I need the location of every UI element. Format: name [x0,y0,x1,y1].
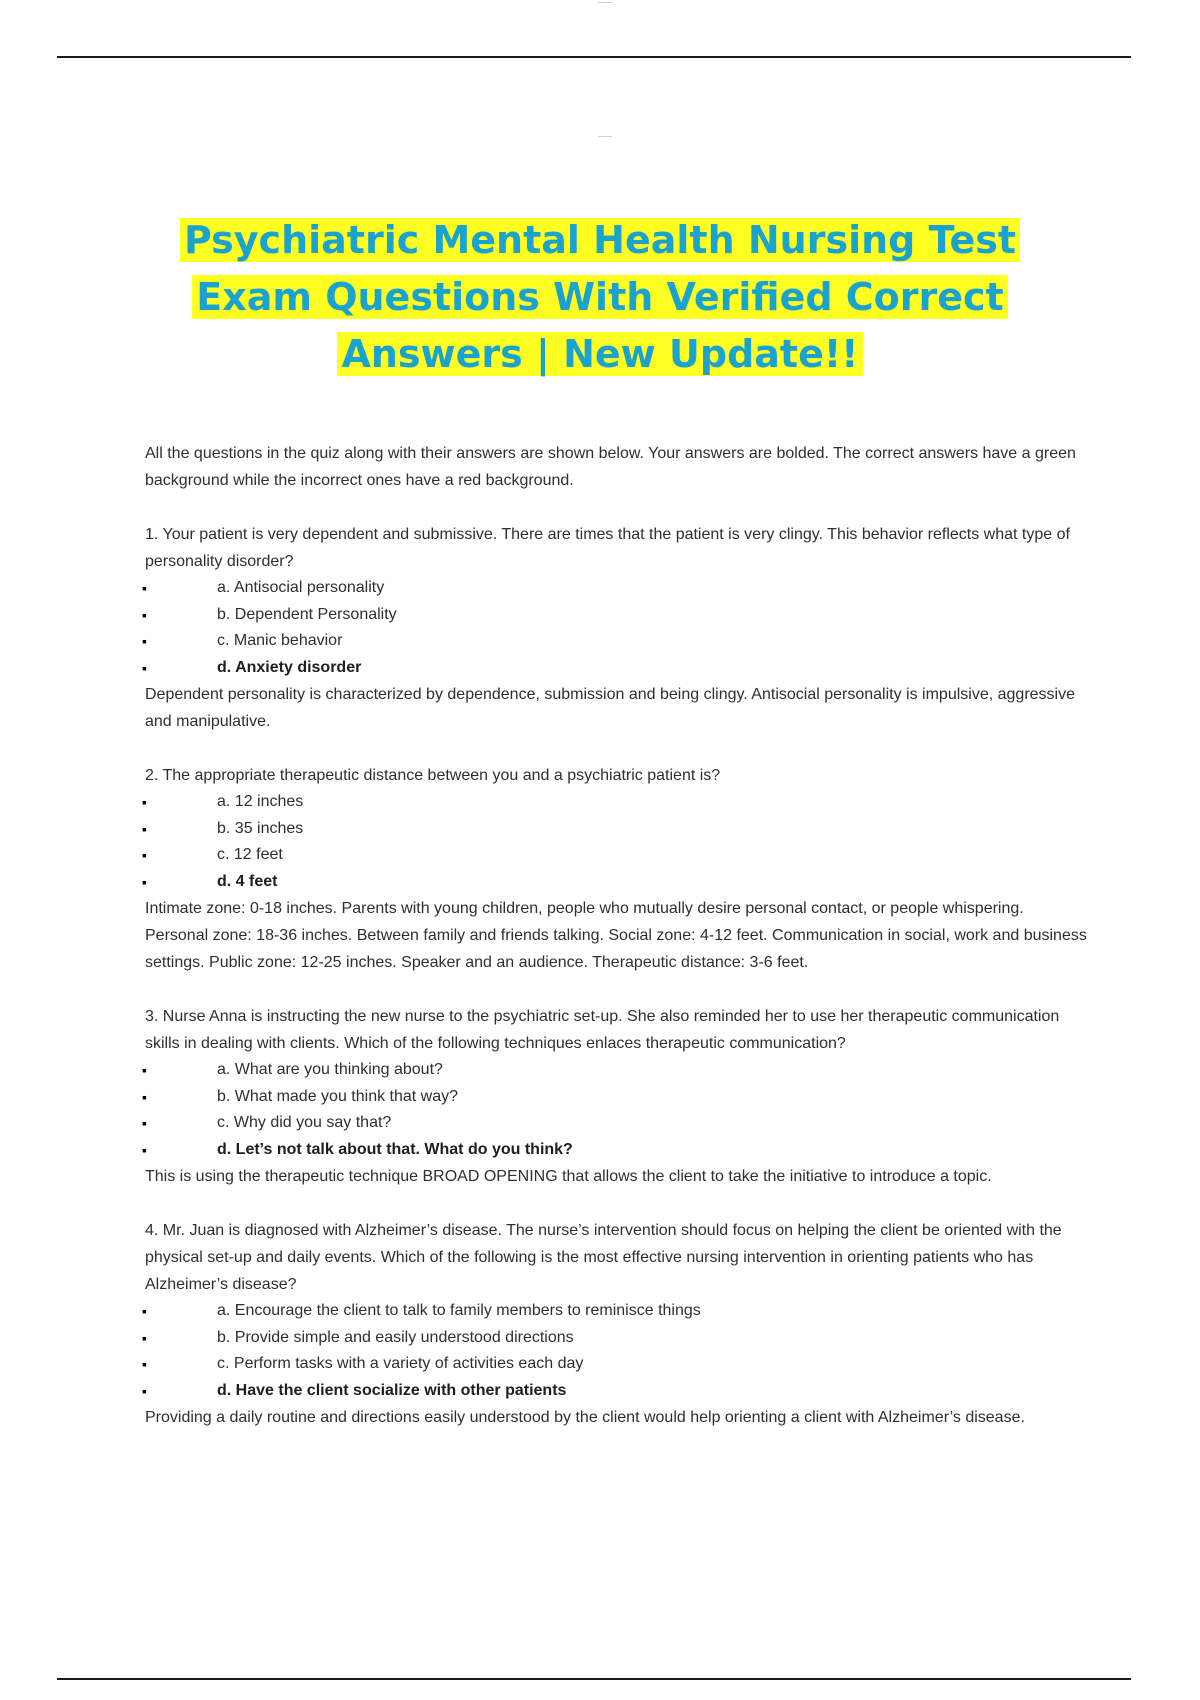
selected-answer-option [142,1137,1090,1164]
bullet-icon: ▪ [142,1329,147,1346]
question-block [142,1003,1090,1190]
option-label: d. Let’s not talk about that. What do you think? [217,1140,573,1158]
document-title [150,212,1050,383]
bullet-icon: ▪ [142,1062,147,1078]
question-text: 4. Mr. Juan is diagnosed with Alzheimer’s disease. The nurse’s intervention should focus on helping the client be oriented with the physical set-up and daily events. Which of the following is the most effective nursing intervention in orienting patients who has Alzheimer’s disease? [145,1222,1062,1293]
option-list [142,789,1090,895]
option-list [142,1057,1090,1163]
bullet-icon: ▪ [142,580,147,596]
question-block [142,1217,1090,1431]
option-label: b. Dependent Personality [217,605,397,623]
option-label: c. Manic behavior [217,632,343,649]
bottom-divider [57,1678,1131,1680]
answer-option [142,789,1090,816]
bullet-icon: ▪ [142,873,147,890]
bullet-icon: ▪ [142,1141,147,1158]
selected-answer-option [142,869,1090,896]
option-label: a. What are you thinking about? [217,1061,443,1078]
answer-option [142,1084,1090,1111]
intro-paragraph: All the questions in the quiz along with their answers are shown below. Your answers are bolded. The correct answers have a green background while the incorrect ones have a red background. [145,445,1076,489]
question-text: 3. Nurse Anna is instructing the new nurse to the psychiatric set-up. She also reminded her to use her therapeutic communication skills in dealing with clients. Which of the following techniques enlaces therapeutic communication? [145,1008,1060,1052]
answer-option [142,602,1090,629]
question-block [142,762,1090,976]
selected-answer-option [142,655,1090,682]
bullet-icon: ▪ [142,1115,147,1131]
question-list [142,521,1090,1431]
bullet-icon: ▪ [142,606,147,623]
option-label: d. 4 feet [217,872,278,890]
option-label: b. Provide simple and easily understood directions [217,1328,574,1346]
answer-option [142,1298,1090,1325]
answer-explanation: This is using the therapeutic technique BROAD OPENING that allows the client to take the initiative to introduce a topic. [145,1168,992,1185]
answer-option [142,1325,1090,1352]
question-text: 1. Your patient is very dependent and submissive. There are times that the patient is very clingy. This behavior reflects what type of personality disorder? [145,526,1070,570]
answer-option [142,628,1090,655]
document-title-text: Psychiatric Mental Health Nursing Test Exam Questions With Verified Correct Answers | New Update!! [180,218,1020,376]
option-label: a. Antisocial personality [217,579,385,596]
answer-option [142,575,1090,602]
option-label: d. Anxiety disorder [217,658,362,676]
option-label: c. 12 feet [217,846,283,863]
answer-explanation: Dependent personality is characterized by dependence, submission and being clingy. Antisocial personality is impulsive, aggressive and manipulative. [145,686,1075,730]
option-label: b. 35 inches [217,819,304,837]
header-mark [598,2,612,3]
option-label: a. Encourage the client to talk to family members to reminisce things [217,1302,701,1319]
option-label: d. Have the client socialize with other patients [217,1381,567,1399]
bullet-icon: ▪ [142,1303,147,1319]
bullet-icon: ▪ [142,659,147,676]
question-text: 2. The appropriate therapeutic distance between you and a psychiatric patient is? [145,767,721,784]
option-label: b. What made you think that way? [217,1087,459,1105]
document-body [142,440,1090,1458]
option-label: a. 12 inches [217,793,304,810]
answer-option [142,816,1090,843]
selected-answer-option [142,1378,1090,1405]
option-list [142,1298,1090,1404]
bullet-icon: ▪ [142,794,147,810]
bullet-icon: ▪ [142,633,147,649]
bullet-icon: ▪ [142,847,147,863]
answer-explanation: Providing a daily routine and directions easily understood by the client would help orienting a client with Alzheimer’s disease. [145,1409,1025,1426]
question-block [142,521,1090,735]
bullet-icon: ▪ [142,1088,147,1105]
option-list [142,575,1090,681]
bullet-icon: ▪ [142,1356,147,1372]
bullet-icon: ▪ [142,1382,147,1399]
top-divider [57,56,1131,58]
answer-option [142,1351,1090,1378]
answer-explanation: Intimate zone: 0-18 inches. Parents with young children, people who mutually desire personal contact, or people whispering. Personal zone: 18-36 inches. Between family and friends talking. Social zone: 4-12 feet. Communication in social, work and business settings. Public zone: 12-25 inches. Speaker and an audience. Therapeutic distance: 3-6 feet. [145,900,1087,971]
answer-option [142,1057,1090,1084]
page-mark [598,136,612,137]
bullet-icon: ▪ [142,820,147,837]
option-label: c. Perform tasks with a variety of activities each day [217,1355,584,1372]
option-label: c. Why did you say that? [217,1114,392,1131]
answer-option [142,842,1090,869]
answer-option [142,1110,1090,1137]
